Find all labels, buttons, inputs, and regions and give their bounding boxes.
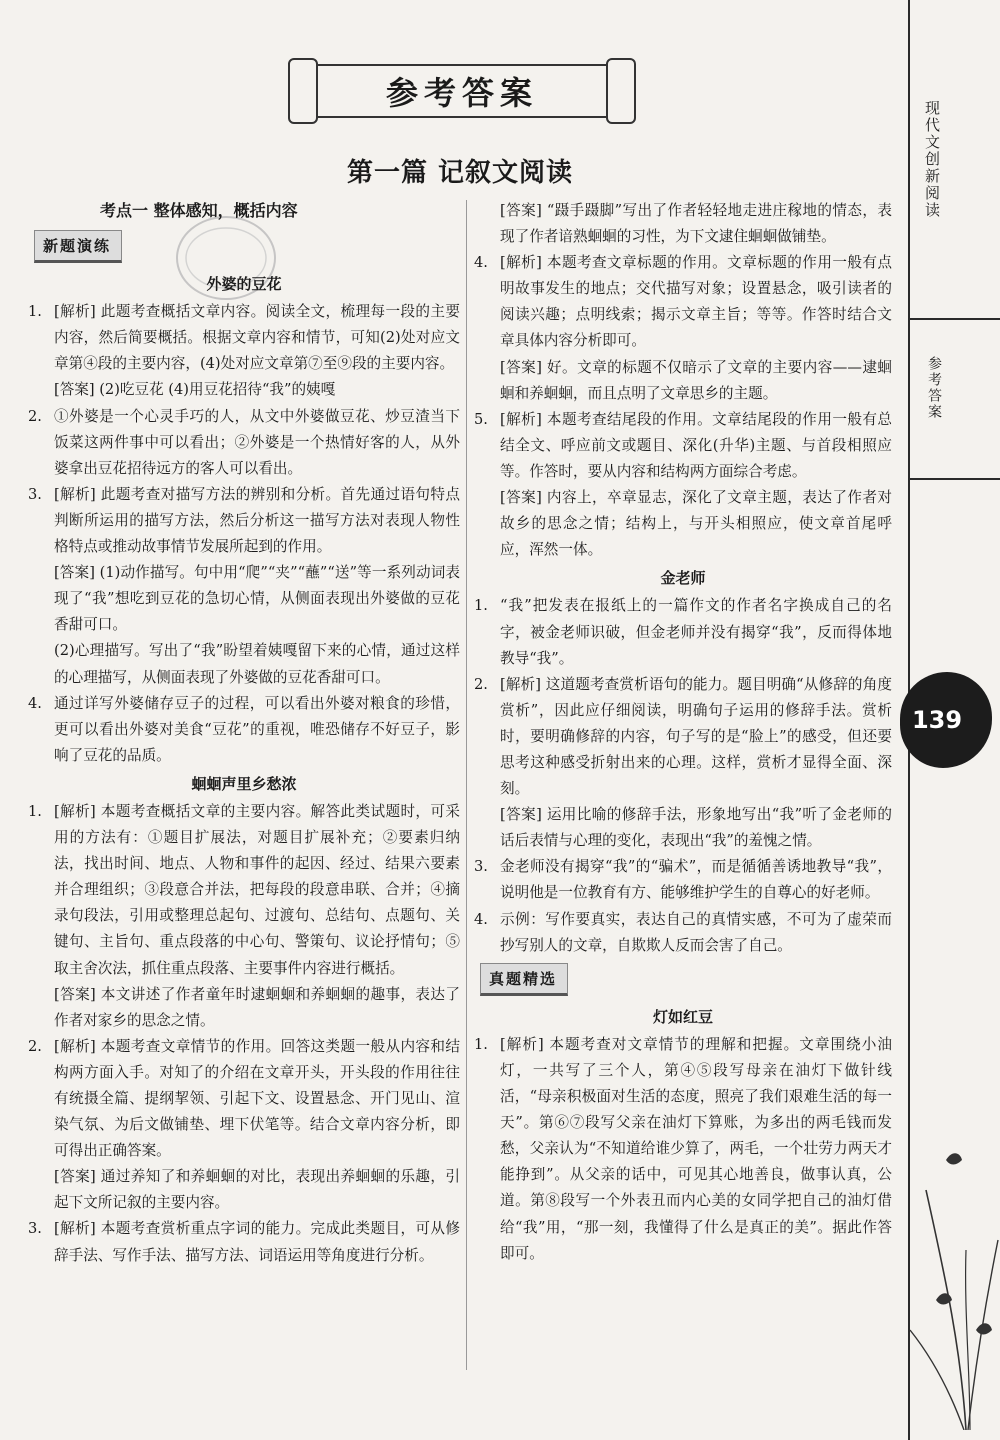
question-number: 1. <box>28 303 42 321</box>
question-text: [解析] 本题考查对文章情节的理解和把握。文章围绕小油灯，一共写了三个人，第④⑤段写母亲在油灯下做针线活，“母亲积极面对生活的态度，照亮了我们艰难生活的每一天”。第⑥⑦段写父亲在油灯下算账，为多出的两毛钱而发愁，父亲认为“不知道给谁少算了，两毛，一个壮劳力两天才能挣到”。从父亲的话中，可见其心地善良，做事认真，公道。第⑧段写一个外表丑而内心美的女同学把自己的油灯借给“我”用，“那一刻，我懂得了什么是真正的美”。据此作答即可。 <box>500 1035 892 1262</box>
article-title: 金老师 <box>660 569 706 588</box>
question-number: 3. <box>28 485 42 503</box>
answer-text: [答案] 本文讲述了作者童年时逮蛔蛔和养蛔蛔的趣事，表达了作者对家乡的思念之情。 <box>54 985 460 1029</box>
question-text: [解析] 本题考查结尾段的作用。文章结尾段的作用一般有总结全文、呼应前文或题目、深化(升华)主题、与首段相照应等。作答时，要从内容和结构两方面综合考虑。 <box>500 410 892 480</box>
page-number: 139 <box>911 706 963 734</box>
sidebar-divider-1 <box>910 318 1000 320</box>
question-text: [解析] 此题考查对描写方法的辨别和分析。首先通过语句特点判断所运用的描写方法，然后分析这一描写方法对表现人物性格特点或推动故事情节发展所起到的作用。 <box>54 485 460 556</box>
question-number: 4. <box>474 910 488 928</box>
question-text: [解析] 此题考查概括文章内容。阅读全文，梳理每一段的主要内容，然后简要概括。根据文章内容和情节，可知(2)处对应文章第④段的主要内容，(4)处对应文章第⑦至⑨段的主要内容。 <box>54 303 460 373</box>
answer-text: [答案] 内容上，卒章显志，深化了文章主题，表达了作者对故乡的思念之情；结构上，与开头相照应，使文章首尾呼应，浑然一体。 <box>500 489 892 559</box>
question-item <box>474 854 892 906</box>
question-item <box>28 482 460 560</box>
question-item <box>474 907 892 959</box>
article-title: 外婆的豆花 <box>206 275 282 294</box>
question-item <box>28 1216 460 1268</box>
answer-text: [答案] 通过养知了和养蛔蛔的对比，表现出养蛔蛔的乐趣，引起下文所记叙的主要内容。 <box>54 1168 460 1212</box>
orchid-decoration-icon <box>906 1100 1000 1430</box>
section-title: 第一篇 记叙文阅读 <box>346 158 574 188</box>
question-item <box>28 691 460 769</box>
question-text: ①外婆是一个心灵手巧的人，从文中外婆做豆花、炒豆渣当下饭菜这两件事中可以看出；②外婆是一个热情好客的人，从外婆拿出豆花招待远方的客人可以看出。 <box>54 407 460 477</box>
article-title: 蛔蛔声里乡愁浓 <box>191 774 297 793</box>
question-number: 3. <box>474 858 488 876</box>
page-title: 参考答案 <box>385 74 538 112</box>
right-column <box>474 198 892 1267</box>
article-title: 灯如红豆 <box>652 1007 713 1026</box>
question-item <box>28 299 460 377</box>
question-number: 4. <box>474 254 488 272</box>
question-number: 5. <box>474 410 488 428</box>
question-text: 金老师没有揭穿“我”的“骗术”，而是循循善诱地教导“我”，说明他是一位教育有方、能够维护学生的自尊心的好老师。 <box>500 858 892 902</box>
question-text: [解析] 本题考查文章标题的作用。文章标题的作用一般有点明故事发生的地点；交代描写对象；设置悬念，吸引读者的阅读兴趣；点明线索；揭示文章主旨；等等。作答时结合文章具体内容分析即可。 <box>500 254 892 350</box>
question-text: “我”把发表在报纸上的一篇作文的作者名字换成自己的名字，被金老师识破，但金老师并没有揭穿“我”，反而得体地教导“我”。 <box>500 597 892 667</box>
title-banner <box>310 64 614 118</box>
question-number: 2. <box>474 675 488 693</box>
answer-text: [答案] (1)动作描写。句中用“爬”“夹”“蘸”“送”等一系列动词表现了“我”想吃到豆花的急切心情，从侧面表现出外婆做的豆花香甜可口。 <box>54 564 460 634</box>
question-number: 2. <box>28 407 42 425</box>
question-item <box>28 404 460 482</box>
answer-text: (2)心理描写。写出了“我”盼望着姨嘎留下来的心情，通过这样的心理描写，从侧面表现了外婆做的豆花香甜可口。 <box>54 642 460 686</box>
question-item <box>474 593 892 671</box>
question-number: 1. <box>474 1035 488 1053</box>
question-item <box>474 407 892 485</box>
question-item <box>28 1034 460 1164</box>
question-text: [解析] 这道题考查赏析语句的能力。题目明确“从修辞的角度赏析”，因此应仔细阅读，明确句子运用的修辞手法。赏析时，要明确修辞的内容，句子写的是“脸上”的感受，但还要思考这种感受折射出来的心理。这样，赏析才显得全面、深刻。 <box>500 675 892 798</box>
question-number: 3. <box>28 1220 42 1238</box>
answer-text: [答案] 运用比喻的修辞手法，形象地写出“我”听了金老师的话后表情与心理的变化，表现出“我”的羞愧之情。 <box>500 806 892 850</box>
column-divider <box>466 200 467 1370</box>
question-item <box>474 1032 892 1267</box>
left-column <box>28 198 460 1269</box>
question-text: [解析] 本题考查文章情节的作用。回答这类题一般从内容和结构两方面入手。对知了的介绍在文章开头，开头段的作用往往有统摄全篇、提纲挈领、引起下文、设置悬念、开门见山、渲染气氛、为后文做铺垫、埋下伏笔等。结合文章内容分析，即可得出正确答案。 <box>54 1037 460 1160</box>
question-text: 通过详写外婆储存豆子的过程，可以看出外婆对粮食的珍惜，更可以看出外婆对美食“豆花”的重视，唯恐储存不好豆子，影响了豆花的品质。 <box>54 694 460 764</box>
sidebar-book-title: 现代文创新阅读 <box>923 100 941 219</box>
question-item <box>474 250 892 354</box>
question-number: 1. <box>474 597 488 615</box>
selected-tag: 真题精选 <box>480 963 568 996</box>
sidebar-divider-2 <box>910 478 1000 480</box>
sidebar-section-label: 参考答案 <box>926 356 942 420</box>
question-number: 2. <box>28 1037 42 1055</box>
question-number: 4. <box>28 694 42 712</box>
question-number: 1. <box>28 802 42 820</box>
topic-heading: 考点一 整体感知，概括内容 <box>100 201 298 220</box>
question-text: 示例：写作要真实，表达自己的真情实感，不可为了虚荣而抄写别人的文章，自欺欺人反而会害了自己。 <box>500 910 892 954</box>
page-number-badge <box>900 672 992 768</box>
question-item <box>28 799 460 982</box>
answer-text: [答案] “蹑手蹑脚”写出了作者轻轻地走进庄稼地的情态，表现了作者谙熟蛔蛔的习性，为下文逮住蛔蛔做铺垫。 <box>500 202 892 246</box>
question-item <box>474 672 892 802</box>
question-text: [解析] 本题考查概括文章的主要内容。解答此类试题时，可采用的方法有：①题目扩展法，对题目扩展补充；②要素归纳法，找出时间、地点、人物和事件的起因、经过、结果六要素并合理组织；③段意合并法，把每段的段意串联、合并；④摘录句段法，引用或整理总起句、过渡句、总结句、点题句、关键句、主旨句、重点段落的中心句、警策句、议论抒情句；⑤取主舍次法，抓住重点段落、主要事件内容进行概括。 <box>54 802 460 977</box>
answer-text: [答案] (2)吃豆花 (4)用豆花招待“我”的姨嘎 <box>54 381 336 399</box>
answer-text: [答案] 好。文章的标题不仅暗示了文章的主要内容——逮蛔蛔和养蛔蛔，而且点明了文章思乡的主题。 <box>500 358 892 402</box>
practice-tag: 新题演练 <box>34 230 122 263</box>
question-text: [解析] 本题考查赏析重点字词的能力。完成此类题目，可从修辞手法、写作手法、描写方法、词语运用等角度进行分析。 <box>54 1220 460 1264</box>
